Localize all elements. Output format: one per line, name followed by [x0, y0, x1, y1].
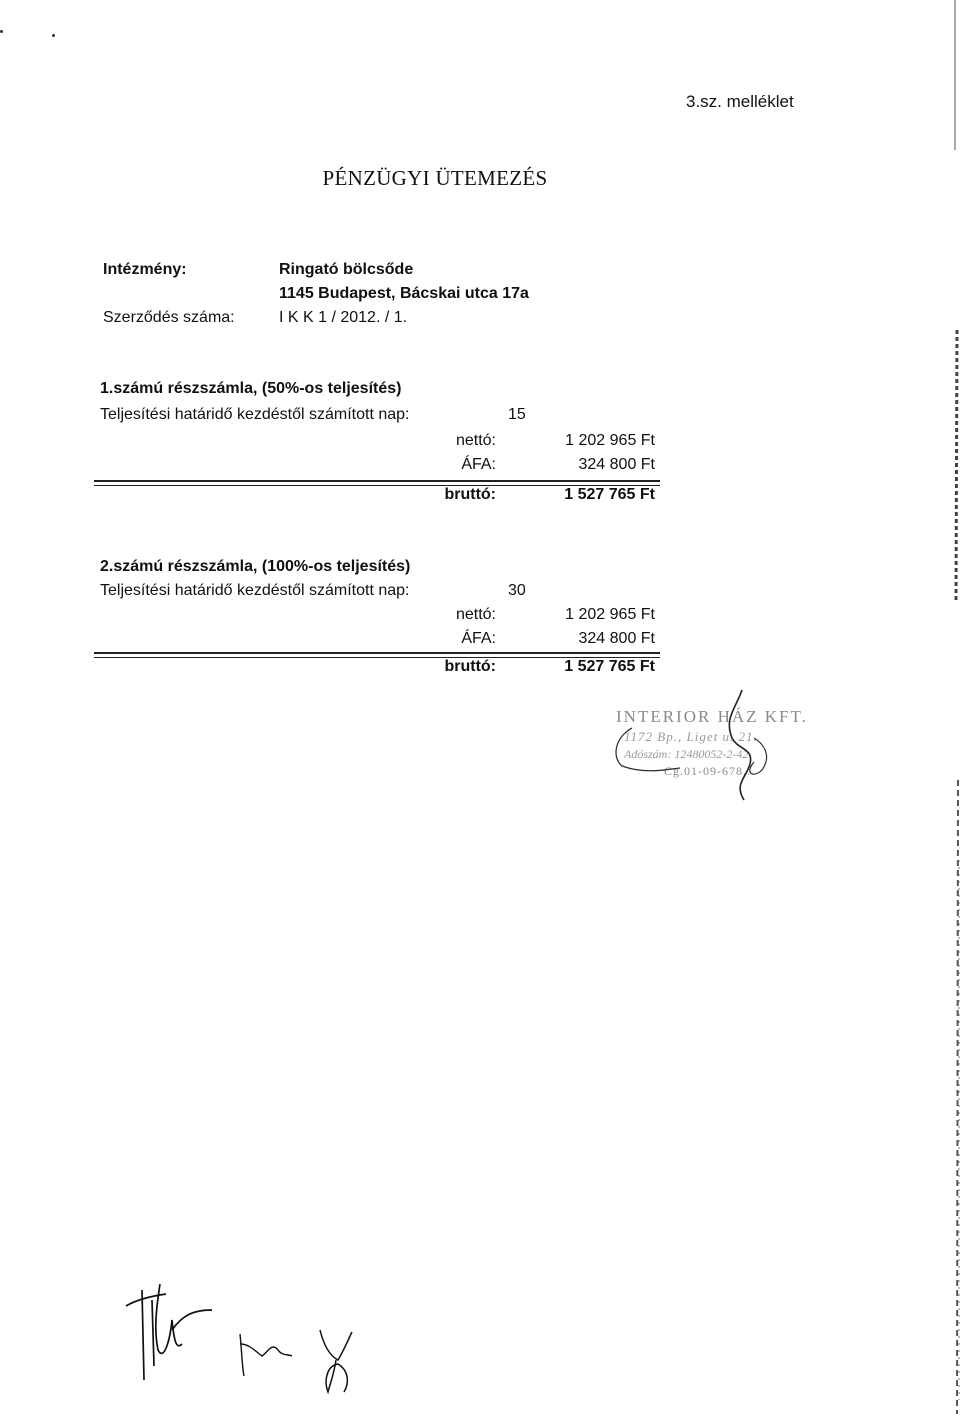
invoice-2-heading: 2.számú részszámla, (100%-os teljesítés): [100, 558, 411, 575]
invoice-1-separator: [94, 480, 660, 482]
contract-number: I K K 1 / 2012. / 1.: [279, 309, 408, 326]
invoice-2-deadline-days: 30: [508, 582, 526, 599]
stamp-line-4: Cg.01-09-678...: [664, 764, 755, 778]
scan-edge-artifact: [938, 0, 960, 1414]
scan-speck: [52, 34, 55, 37]
invoice-1-deadline-days: 15: [508, 406, 526, 423]
company-stamp: [604, 678, 824, 813]
invoice-1-gross-label: bruttó:: [444, 486, 496, 503]
invoice-1-heading: 1.számú részszámla, (50%-os teljesítés): [100, 380, 402, 397]
stamp-line-2: 1172 Bp., Liget u. 21.: [624, 729, 758, 744]
institution-label: Intézmény:: [103, 261, 187, 278]
document-title: PÉNZÜGYI ÜTEMEZÉS: [322, 166, 548, 190]
invoice-1-vat-label: ÁFA:: [461, 456, 496, 473]
invoice-2-separator: [94, 652, 660, 654]
invoice-2-gross-value: 1 527 765 Ft: [564, 658, 655, 675]
institution-name: Ringató bölcsőde: [279, 261, 414, 278]
invoice-2-vat-label: ÁFA:: [461, 630, 496, 647]
stamp-line-3: Adószám: 12480052-2-42: [624, 747, 749, 761]
stamp-line-1: INTERIOR HÁZ KFT.: [616, 707, 808, 726]
invoice-1-net-label: nettó:: [455, 432, 496, 449]
invoice-2-vat-value: 324 800 Ft: [578, 630, 655, 647]
scan-speck: [0, 30, 3, 33]
invoice-2-gross-label: bruttó:: [444, 658, 496, 675]
invoice-2-deadline-label: Teljesítési határidő kezdéstől számított nap:: [100, 582, 410, 599]
invoice-1-gross-value: 1 527 765 Ft: [564, 486, 655, 503]
institution-address: 1145 Budapest, Bácskai utca 17a: [279, 285, 529, 302]
annex-label: 3.sz. melléklet: [686, 92, 794, 111]
invoice-1-net-value: 1 202 965 Ft: [565, 432, 655, 449]
invoice-2-net-value: 1 202 965 Ft: [565, 606, 655, 623]
handwritten-signatures: [112, 1270, 412, 1405]
contract-label: Szerződés száma:: [103, 309, 235, 326]
invoice-1-vat-value: 324 800 Ft: [578, 456, 655, 473]
invoice-2-net-label: nettó:: [455, 606, 496, 623]
invoice-1-deadline-label: Teljesítési határidő kezdéstől számított nap:: [100, 406, 410, 423]
